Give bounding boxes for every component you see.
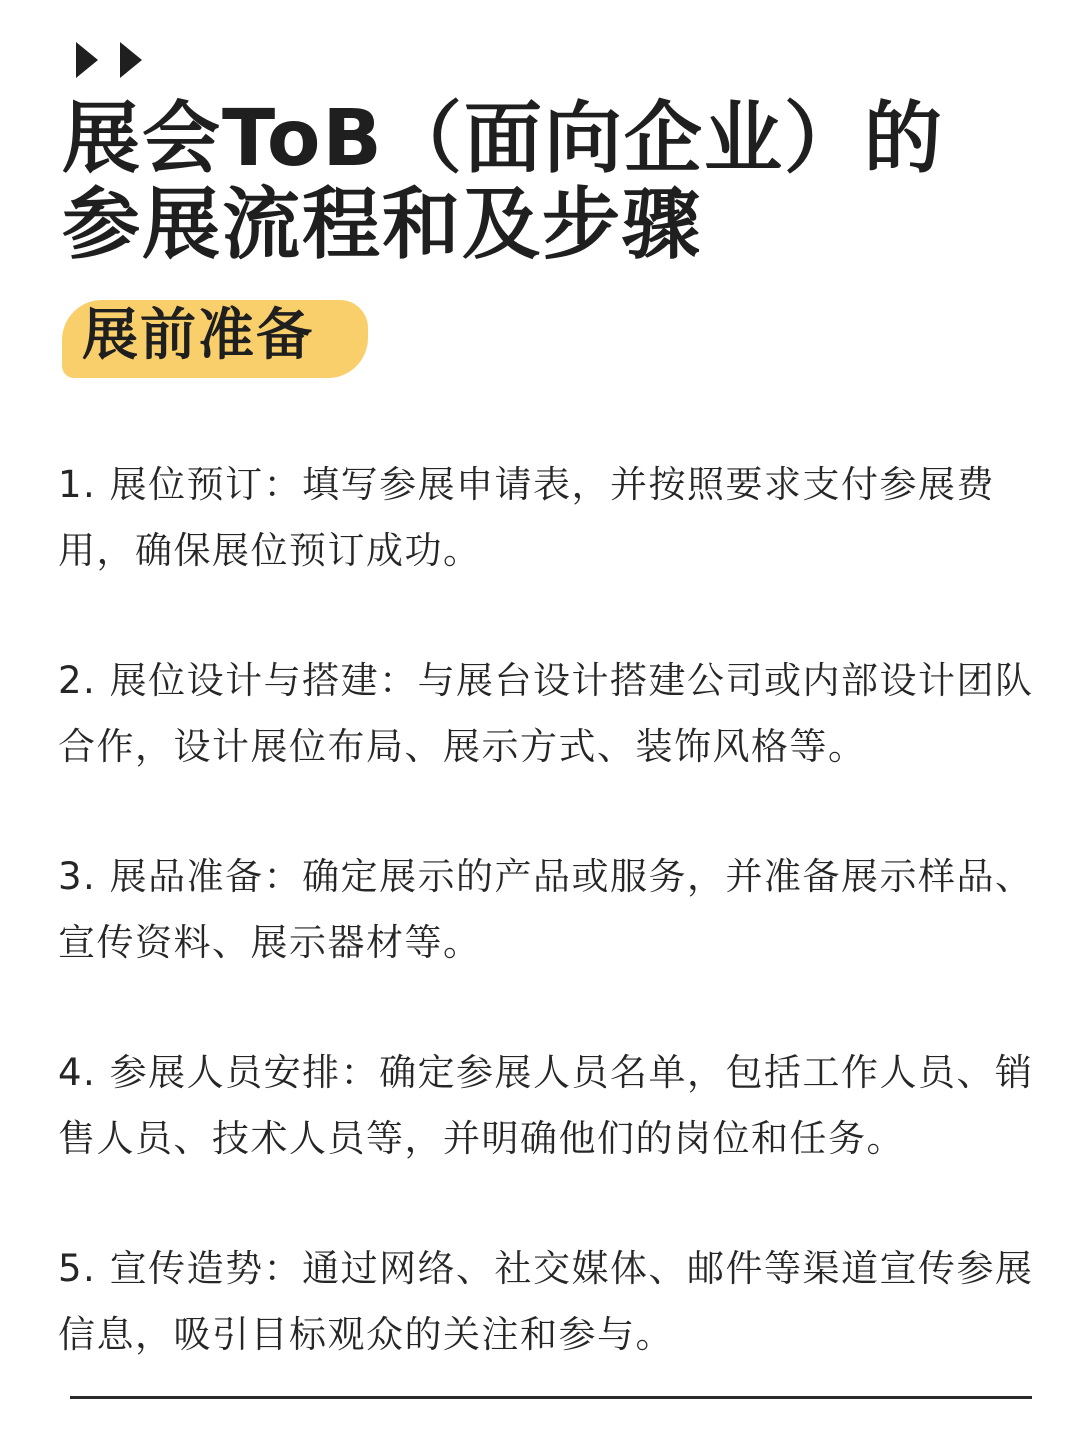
triangle-right-icon xyxy=(120,42,142,78)
step-item-5: 5. 宣传造势：通过网络、社交媒体、邮件等渠道宣传参展信息，吸引目标观众的关注和参与。 xyxy=(58,1247,1034,1356)
decorative-arrows xyxy=(76,42,142,78)
step-list xyxy=(58,452,1048,1432)
title-line-2: 参展流程和及步骤 xyxy=(62,180,703,270)
section-tag xyxy=(62,296,370,378)
step-item-4: 4. 参展人员安排：确定参展人员名单，包括工作人员、销售人员、技术人员等，并明确他们的岗位和任务。 xyxy=(58,1051,1034,1160)
bottom-divider xyxy=(70,1396,1032,1399)
step-item-2: 2. 展位设计与搭建：与展台设计搭建公司或内部设计团队合作，设计展位布局、展示方式、装饰风格等。 xyxy=(58,659,1034,768)
title-line-1: 展会ToB（面向企业）的 xyxy=(62,94,944,184)
page-title xyxy=(62,96,1022,268)
step-item-3: 3. 展品准备：确定展示的产品或服务，并准备展示样品、宣传资料、展示器材等。 xyxy=(58,855,1034,964)
triangle-right-icon xyxy=(76,42,98,78)
section-tag-label: 展前准备 xyxy=(82,303,314,368)
step-item-1: 1. 展位预订：填写参展申请表，并按照要求支付参展费用，确保展位预订成功。 xyxy=(58,463,996,572)
